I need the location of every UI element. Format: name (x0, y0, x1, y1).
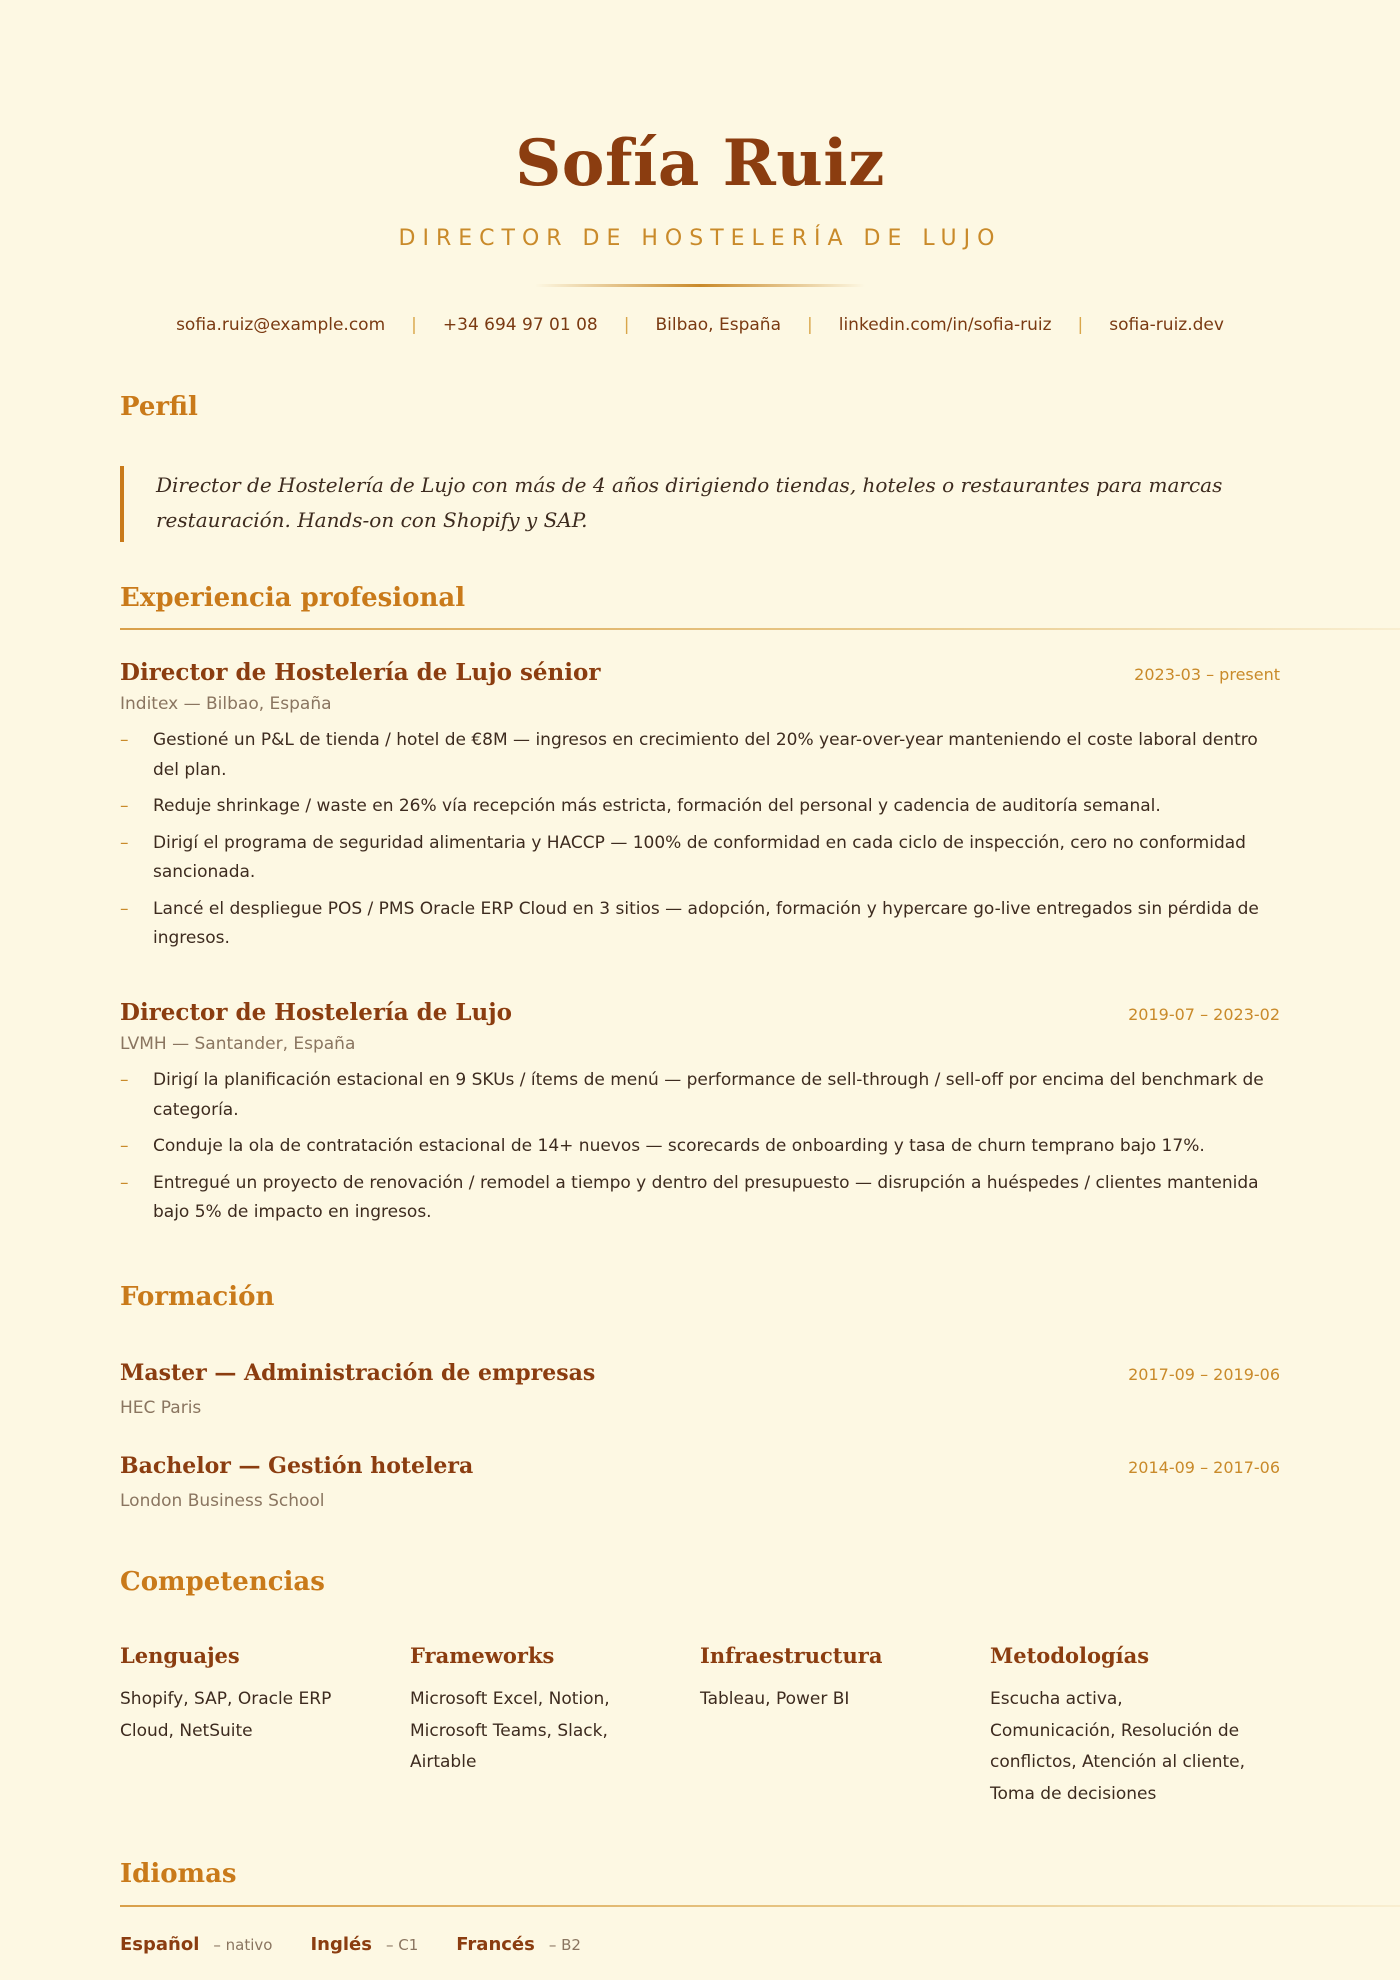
language-level: – C1 (385, 1936, 419, 1954)
contact-phone[interactable]: +34 694 97 01 08 (442, 315, 598, 335)
skills-grid (120, 1642, 1280, 1810)
section-title-skills: Competencias (120, 1567, 325, 1597)
skill-group-title: Infraestructura (700, 1643, 883, 1668)
candidate-name: Sofía Ruiz (515, 126, 885, 201)
job-bullet: – Conduje la ola de contratación estacional de 14+ nuevos — scorecards de onboarding y tasa de churn temprano bajo 17%. (120, 1132, 1280, 1162)
section-title-experience: Experiencia profesional (120, 583, 466, 613)
job-bullet: – Reduje shrinkage / waste en 26% vía recepción más estricta, formación del personal y cadencia de auditoría semanal. (120, 792, 1280, 822)
language-item (456, 1934, 581, 1955)
job-organization: Inditex — Bilbao, España (120, 694, 332, 714)
skill-group-title: Lenguajes (120, 1643, 240, 1668)
job-dates: 2019-07 – 2023-02 (1128, 1005, 1280, 1024)
resume-header (120, 0, 1280, 335)
education-school: HEC Paris (120, 1398, 202, 1418)
contact-location: Bilbao, España (655, 315, 781, 335)
contact-separator: | (807, 315, 813, 335)
job-entry (120, 998, 1280, 1235)
job-dates: 2023-03 – present (1134, 665, 1280, 684)
contact-linkedin[interactable]: linkedin.com/in/sofia-ruiz (838, 315, 1052, 335)
section-title-education: Formación (120, 1282, 275, 1312)
language-name: Francés (456, 1934, 535, 1955)
job-bullet: – Dirigí el programa de seguridad alimentaria y HACCP — 100% de conformidad en cada ciclo de inspección, cero no conformidad sancionada. (120, 829, 1280, 888)
skill-group (990, 1642, 1280, 1810)
education-dates: 2014-09 – 2017-06 (1128, 1458, 1280, 1477)
contact-email[interactable]: sofia.ruiz@example.com (176, 315, 386, 335)
skill-group-items: Microsoft Excel, Notion, Microsoft Teams, Slack, Airtable (410, 1689, 610, 1772)
skill-group-title: Metodologías (990, 1643, 1150, 1668)
education-entry (120, 1451, 1280, 1511)
language-level: – nativo (213, 1936, 273, 1954)
contact-website[interactable]: sofia-ruiz.dev (1109, 315, 1224, 335)
education-degree: Bachelor — Gestión hotelera (120, 1453, 474, 1479)
section-divider (120, 1905, 1400, 1907)
job-entry (120, 658, 1280, 961)
language-item (120, 1934, 272, 1955)
language-level: – B2 (548, 1936, 581, 1954)
education-header (120, 1358, 1280, 1388)
education-school: London Business School (120, 1491, 325, 1511)
header-divider (535, 284, 865, 287)
language-name: Inglés (310, 1934, 372, 1955)
skill-group-items: Shopify, SAP, Oracle ERP Cloud, NetSuite (120, 1689, 332, 1741)
job-bullet: – Dirigí la planificación estacional en 9 SKUs / ítems de menú — performance de sell-through / sell-off por encima del benchmark de categoría. (120, 1066, 1280, 1125)
contact-separator: | (623, 315, 630, 335)
skill-group (410, 1642, 700, 1810)
candidate-title: DIRECTOR DE HOSTELERÍA DE LUJO (398, 226, 1002, 251)
education-header (120, 1451, 1280, 1481)
job-bullets (120, 1066, 1280, 1228)
contact-bar (120, 315, 1280, 335)
contact-separator: | (411, 315, 417, 335)
skill-group-items: Escucha activa, Comunicación, Resolución de conflictos, Atención al cliente, Toma de decisiones (990, 1689, 1246, 1804)
job-bullet: – Gestioné un P&L de tienda / hotel de €8M — ingresos en crecimiento del 20% year-over-year manteniendo el coste laboral dentro del plan. (120, 726, 1280, 785)
profile-summary: Director de Hostelería de Lujo con más de 4 años dirigiendo tiendas, hoteles o restaurantes para marcas restauración. Hands-on con Shopify y SAP. (120, 466, 1240, 542)
contact-separator: | (1077, 315, 1084, 335)
job-role: Director de Hostelería de Lujo sénior (120, 659, 601, 686)
job-header (120, 998, 1280, 1028)
section-title-languages: Idiomas (120, 1859, 237, 1889)
job-bullet: – Entregué un proyecto de renovación / remodel a tiempo y dentro del presupuesto — disrupción a huéspedes / clientes mantenida bajo 5% de impacto en ingresos. (120, 1169, 1280, 1228)
job-header (120, 658, 1280, 688)
section-title-profile: Perfil (120, 392, 198, 422)
skill-group (700, 1642, 990, 1810)
language-name: Español (120, 1934, 200, 1955)
education-dates: 2017-09 – 2019-06 (1128, 1365, 1280, 1384)
education-entry (120, 1358, 1280, 1418)
skill-group-title: Frameworks (410, 1643, 555, 1668)
languages-list (120, 1934, 619, 1955)
skill-group-items: Tableau, Power BI (700, 1689, 850, 1709)
education-degree: Master — Administración de empresas (120, 1360, 596, 1386)
job-bullet: – Lancé el despliegue POS / PMS Oracle ERP Cloud en 3 sitios — adopción, formación y hypercare go-live entregados sin pérdida de ingresos. (120, 895, 1280, 954)
job-bullets (120, 726, 1280, 954)
section-divider (120, 628, 1400, 630)
language-item (310, 1934, 418, 1955)
job-role: Director de Hostelería de Lujo (120, 999, 512, 1026)
skill-group (120, 1642, 410, 1810)
job-organization: LVMH — Santander, España (120, 1034, 356, 1054)
